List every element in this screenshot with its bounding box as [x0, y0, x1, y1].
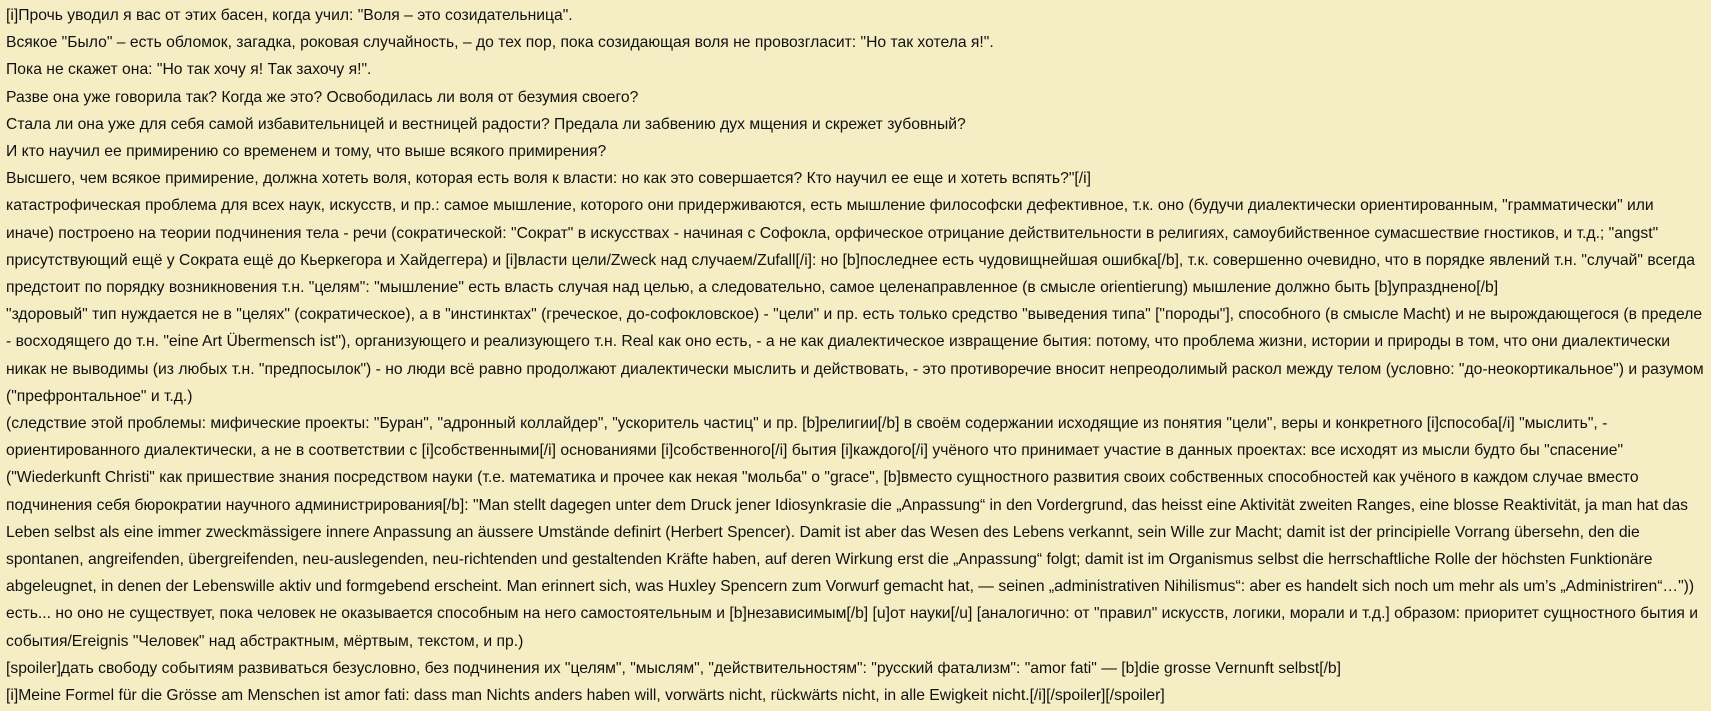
paragraph-1: [i]Прочь уводил я вас от этих басен, когда учил: "Воля – это созидательница".: [6, 7, 573, 24]
paragraph-3: Пока не скажет она: "Но так хочу я! Так захочу я!".: [6, 61, 372, 79]
paragraph-12: [i]Meine Formel für die Grösse am Menschen ist amor fati: dass man Nichts anders haben will, vorwärts nicht, rückwärts nicht, in alle Ewigkeit nicht.[/i][/spoiler][/spoiler]: [6, 687, 1165, 705]
paragraph-11: [spoiler]дать свободу событиям развиваться безусловно, без подчинения их "целям", "мыслям", "действительностям": "русский фатализм": "amor fati" — [b]die grosse Vernunft selbst[/b]: [6, 659, 1342, 677]
paragraph-2: Всякое "Было" – есть обломок, загадка, роковая случайность, – до тех пор, пока созидающая воля не провозгласит: "Но так хотела я!".: [6, 34, 994, 52]
paragraph-4: Разве она уже говорила так? Когда же это? Освободилась ли воля от безумия своего?: [6, 88, 639, 106]
paragraph-6: И кто научил ее примирению со временем и тому, что выше всякого примирения?: [6, 143, 607, 161]
paragraph-5: Стала ли она уже для себя самой избавительницей и вестницей радости? Предала ли забвению дух мщения и скрежет зубовный?: [6, 115, 966, 133]
paragraph-9: "здоровый" тип нуждается не в "целях" (сократическое), а в "инстинктах" (греческое, до-софокловское) - "цели" и пр. есть только средство "выведения типа" ["породы"], способного (в смысле Macht) и не вырождающегося (в пределе - восходящего до т.н. "eine Art Übermensch ist"), организующего и реализующего т.н. Real как оно есть, - а не как диалектическое извращение бытия: потому, что проблема жизни, истории и природы в том, что они диалектически никак не выводимы (из любых т.н. "предпосылок") - но люди всё равно продолжают диалектически мыслить и действовать, - это противоречие вносит непреодолимый раскол между телом (условно: "до-неокортикальное") и разумом ("префронтальное" и т.д.): [6, 306, 1704, 405]
paragraph-10: (следствие этой проблемы: мифические проекты: "Буран", "адронный коллайдер", "ускоритель частиц" и пр. [b]религии[/b] в своём содержании исходящие из понятия "цели", веры и конкретного [i]способа[/i] "мыслить", - ориентированного диалектически, а не в соответствии с [i]собственными[/i] основаниями [i]собственного[/i] бытия [i]каждого[/i] учёного что принимает участие в данных проектах: все исходят из мысли будто бы "спасение" ("Wiederkunft Christi" как пришествие знания посредством науки (т.е. математика и прочее как некая "мольба" о "grace", [b]вместо сущностного развития своих собственных способностей как учёного в каждом случае вместо подчинения себя бюрократии научного администрирования[/b]: "Man stellt dagegen unter dem Druck jener Idiosynkrasie die „Anpassung“ in den Vordergrund, das heisst eine Aktivität zweiten Ranges, eine blosse Reaktivität, ja man hat das Leben selbst als eine immer zweckmässigere innere Anpassung an äussere Umstände definirt (Herbert Spencer). Damit ist aber das Wesen des Lebens verkannt, sein Wille zur Macht; damit ist der principielle Vorrang übersehn, den die spontanen, angreifenden, übergreifenden, neu-auslegenden, neu-richtenden und gestaltenden Kräfte haben, auf deren Wirkung erst die „Anpassung“ folgt; damit ist im Organismus selbst die herrschaftliche Rolle der höchsten Funktionäre abgeleugnet, in denen der Lebenswille aktiv und formgebend erscheint. Man erinnert sich, was Huxley Spencern zum Vorwurf gemacht hat, — seinen „administrativen Nihilismus“: aber es handelt sich noch um mehr als um’s „Administriren“…")) есть... но оно не существует, пока человек не оказывается способным на него самостоятельным и [b]независимым[/b] [u]от науки[/u] [аналогично: от "правил" искусств, логики, морали и т.д.] образом: приоритет сущностного бытия и события/Ereignis "Человек" над абстрактным, мёртвым, текстом, и пр.): [6, 415, 1698, 650]
paragraph-8: катастрофическая проблема для всех наук, искусств, и пр.: самое мышление, которого они придерживаются, есть мышление философски дефективное, т.к. оно (будучи диалектически ориентированным, "грамматически" или иначе) построено на теории подчинения тела - речи (сократической: "Сократ" в искусствах - начиная с Софокла, орфическое отрицание действительности в религиях, самоубийственное сумасшествие гностиков, и т.д.; "angst" присутствующий ещё у Сократа ещё до Кьеркегора и Хайдеггера) и [i]власти цели/Zweck над случаем/Zufall[/i]: но [b]последнее есть чудовищнейшая ошибка[/b], т.к. совершенно очевидно, что в порядке явлений т.н. "случай" всегда предстоит по порядку возникновения т.н. "целям": "мышление" есть власть случая над целью, а следовательно, самое целенаправленное (в смысле orientierung) мышление должно быть [b]упразднено[/b]: [6, 197, 1695, 297]
paragraph-7: Высшего, чем всякое примирение, должна хотеть воля, которая есть воля к власти: но как это совершается? Кто научил ее еще и хотеть вспять?"[/i]: [6, 170, 1091, 188]
